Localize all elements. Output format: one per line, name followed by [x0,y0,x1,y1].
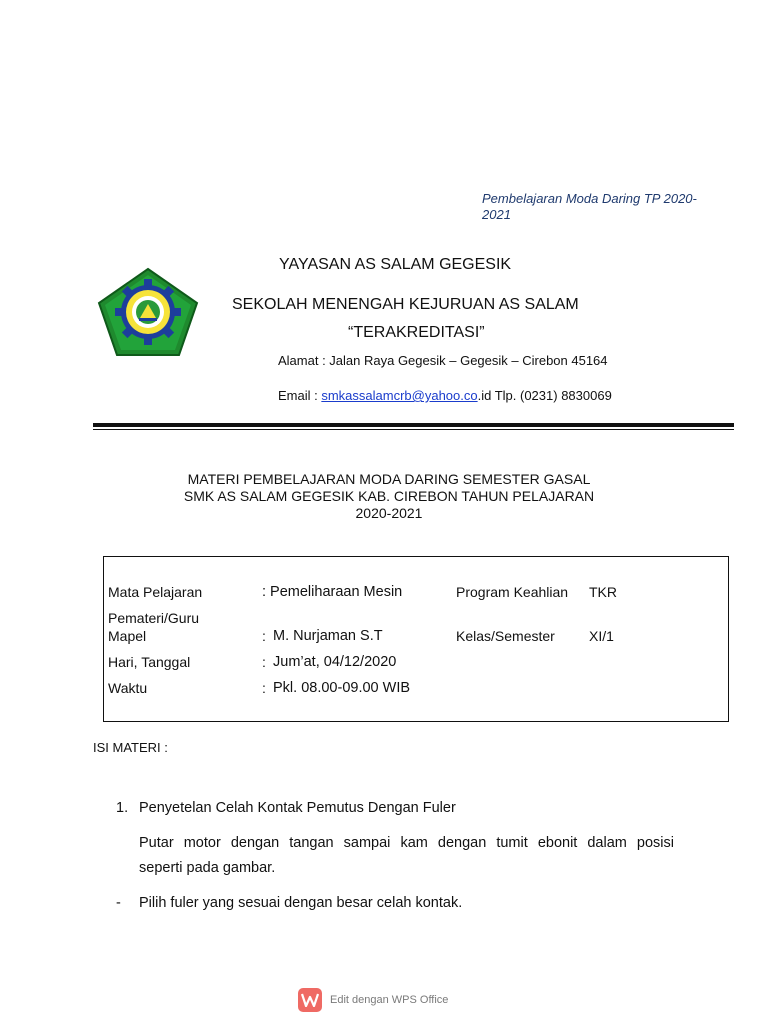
phone-text: .id Tlp. (0231) 8830069 [477,388,612,403]
item-number: 1. [116,800,129,816]
school-name: SEKOLAH MENENGAH KEJURUAN AS SALAM [232,296,579,313]
pemateri-label-line1: Pemateri/Guru [108,610,200,626]
watermark-text: Edit dengan WPS Office [330,994,449,1006]
bullet-marker: - [116,895,121,911]
title-line-2: SMK AS SALAM GEGESIK KAB. CIREBON TAHUN PELAJARAN [183,488,595,504]
header-divider-thin [93,429,734,430]
title-line-1: MATERI PEMBELAJARAN MODA DARING SEMESTER GASAL [187,471,591,487]
bullet-text: Pilih fuler yang sesuai dengan besar celah kontak. [139,895,463,911]
item-paragraph-line1: Putar motor dengan tangan sampai kam dengan tumit ebonit dalam posisi [139,835,674,851]
foundation-name: YAYASAN AS SALAM GEGESIK [279,256,512,273]
hari-label: Hari, Tanggal [108,654,191,670]
wps-watermark[interactable] [298,988,448,1012]
mapel-label: Mata Pelajaran [108,584,203,600]
item-paragraph-line2: seperti pada gambar. [139,860,276,876]
school-address: Alamat : Jalan Raya Gegesik – Gegesik – Cirebon 45164 [278,353,608,368]
waktu-label: Waktu [108,680,148,696]
program-value: TKR [589,584,617,600]
pemateri-label-line2: Mapel [108,628,147,644]
kelas-value: XI/1 [589,628,614,644]
header-divider-thick [93,423,734,427]
email-prefix: Email : [278,388,322,403]
hari-value: Jum’at, 04/12/2020 [273,654,397,670]
school-logo [96,266,200,358]
email-link[interactable]: smkassalamcrb@yahoo.co [321,388,478,403]
mapel-value: : Pemeliharaan Mesin [262,584,403,600]
waktu-colon: : [262,680,266,696]
accreditation-status: “TERAKREDITASI” [348,324,485,341]
document-title [150,471,628,522]
item-title: Penyetelan Celah Kontak Pemutus Dengan Fuler [139,800,456,816]
section-label: ISI MATERI : [93,740,168,755]
contact-line [278,388,612,403]
hari-colon: : [262,654,266,670]
kelas-label: Kelas/Semester [456,628,555,644]
info-table [103,556,729,722]
pemateri-colon: : [262,628,266,644]
waktu-value: Pkl. 08.00-09.00 WIB [273,680,411,696]
wps-office-icon [298,988,322,1012]
title-line-3: 2020-2021 [355,505,423,521]
program-label: Program Keahlian [456,584,569,600]
pemateri-value: M. Nurjaman S.T [273,628,383,644]
header-note: Pembelajaran Moda Daring TP 2020-2021 [482,191,697,222]
